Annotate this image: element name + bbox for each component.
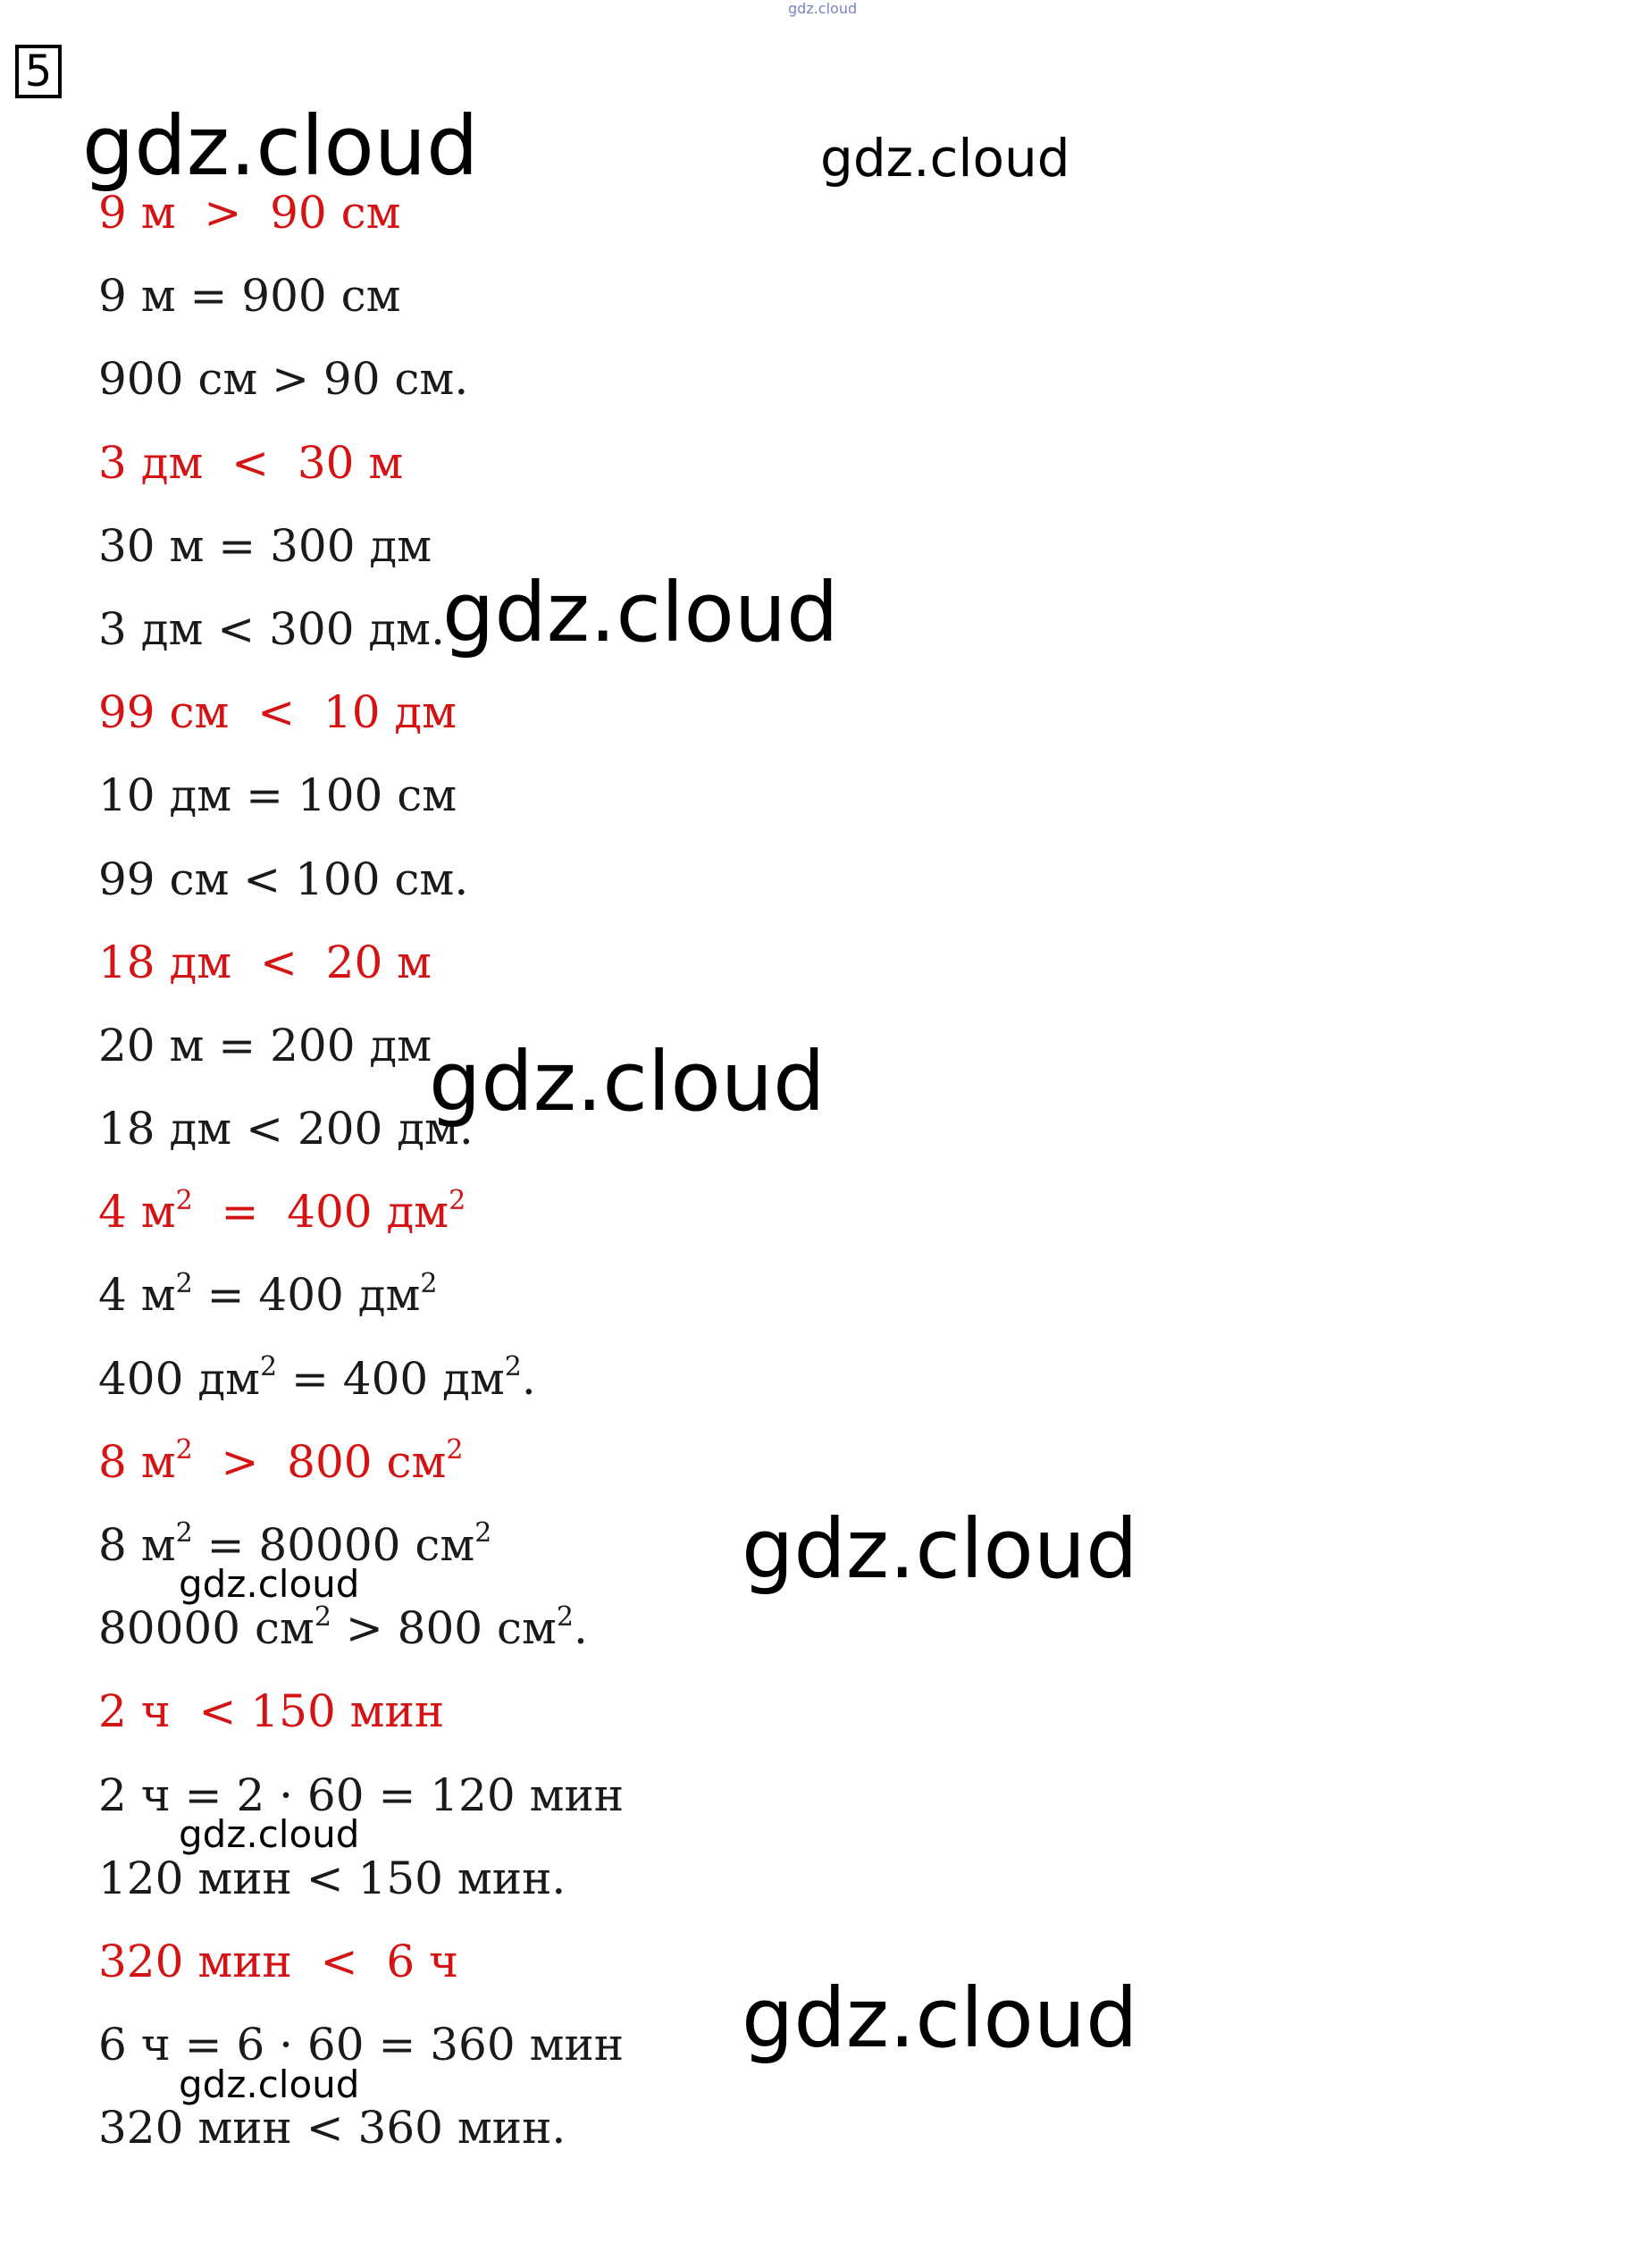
line-text: 99 см < 100 см.: [98, 853, 469, 905]
line-text: 80000 см: [98, 1602, 315, 1655]
watermark: gdz.cloud: [179, 1562, 360, 1606]
comparison-line: [98, 1684, 624, 1768]
solution-line: [98, 1601, 624, 1684]
line-text: 900 см > 90 см.: [98, 353, 469, 406]
solution-line: [98, 853, 624, 936]
line-text: 8 м: [98, 1519, 176, 1571]
line-text: = 400 дм: [192, 1269, 421, 1322]
watermark: gdz.cloud: [742, 1970, 1138, 2066]
line-text: 2: [175, 1517, 193, 1550]
line-text: 320 мин < 6 ч: [98, 1935, 459, 1987]
solution-line: [98, 1517, 624, 1606]
line-text: 99 см < 10 дм: [98, 686, 457, 739]
line-text: 320 мин < 360 мин.: [98, 2102, 566, 2155]
line-text: 2: [175, 1267, 193, 1299]
solution-line: [98, 1852, 624, 1935]
line-text: 8 м: [98, 1435, 176, 1488]
line-text: 2: [420, 1267, 438, 1299]
solution-line: [98, 269, 624, 352]
line-text: = 400 дм: [192, 1186, 449, 1239]
solution-line: [98, 769, 624, 852]
line-text: 6 ч = 6 · 60 = 360 мин: [98, 2019, 625, 2071]
watermark: gdz.cloud: [429, 1034, 826, 1130]
line-text: 2: [175, 1434, 193, 1466]
solution-line: [98, 1768, 625, 1856]
line-text: .: [521, 1352, 536, 1405]
line-text: 9 м > 90 см: [98, 187, 401, 239]
watermark: gdz.cloud: [442, 565, 839, 660]
line-text: 10 дм = 100 см: [98, 769, 457, 822]
line-text: 4 м: [98, 1269, 176, 1322]
line-text: 2: [556, 1600, 574, 1633]
line-text: 3 дм < 30 м: [98, 436, 404, 489]
watermark: gdz.cloud: [179, 1812, 360, 1856]
task-number: 5: [15, 45, 62, 98]
watermark: gdz.cloud: [820, 128, 1070, 189]
line-text: = 80000 см: [192, 1519, 475, 1571]
comparison-line: [98, 186, 624, 269]
top-watermark: gdz.cloud: [788, 0, 858, 17]
line-text: 18 дм < 20 м: [98, 936, 432, 988]
line-text: > 800 см: [331, 1602, 557, 1655]
comparison-line: [98, 685, 624, 769]
line-text: > 800 см: [192, 1435, 447, 1488]
solution-line: [98, 2018, 624, 2101]
watermark: gdz.cloud: [82, 98, 479, 194]
comparison-line: [98, 436, 624, 519]
line-text: 2: [504, 1350, 522, 1382]
line-text: 2 ч = 2 · 60 = 120 мин: [98, 1768, 625, 1821]
comparison-line: [98, 1935, 624, 2018]
comparison-line: [98, 1435, 624, 1518]
solution-line: [98, 2101, 624, 2184]
line-text: 4 м: [98, 1186, 176, 1239]
line-text: .: [573, 1602, 588, 1655]
solution-lines: [98, 186, 624, 2185]
solution-line: [98, 352, 624, 435]
watermark: gdz.cloud: [179, 2062, 360, 2106]
solution-line: [98, 1352, 624, 1435]
line-text: 2: [175, 1184, 193, 1216]
line-text: 20 м = 200 дм: [98, 1019, 432, 1071]
line-text: 2: [314, 1600, 331, 1633]
line-text: = 400 дм: [277, 1352, 505, 1405]
line-text: 120 мин < 150 мин.: [98, 1852, 566, 1904]
solution-line: [98, 1268, 624, 1351]
comparison-line: [98, 1185, 624, 1268]
line-text: 9 м = 900 см: [98, 270, 401, 323]
line-text: 18 дм < 200 дм.: [98, 1103, 474, 1155]
line-text: 2: [449, 1184, 466, 1216]
line-text: 2: [446, 1434, 464, 1466]
line-text: 2 ч < 150 мин: [98, 1685, 445, 1738]
line-text: 2: [474, 1517, 492, 1550]
line-text: 3 дм < 300 дм.: [98, 602, 445, 655]
watermark: gdz.cloud: [742, 1501, 1138, 1597]
line-text: 30 м = 300 дм: [98, 519, 432, 572]
line-text: 400 дм: [98, 1352, 261, 1405]
line-text: 2: [260, 1350, 278, 1382]
comparison-line: [98, 936, 624, 1019]
